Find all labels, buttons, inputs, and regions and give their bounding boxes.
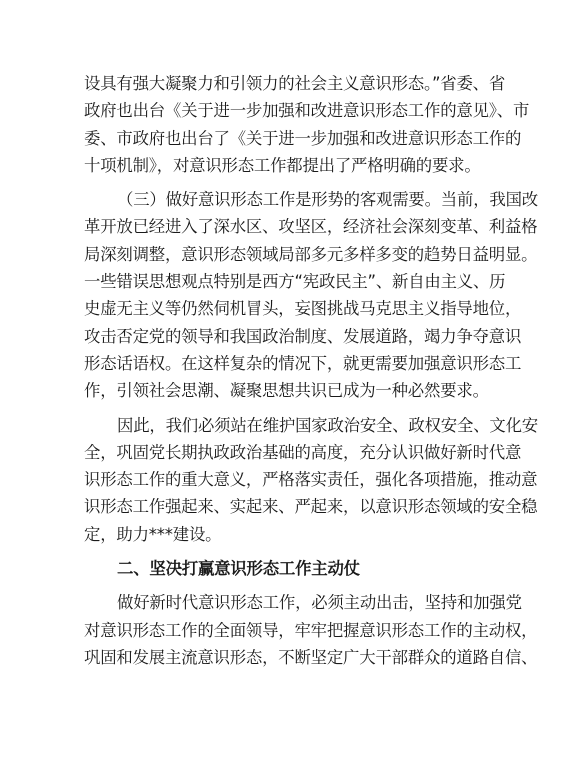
text-line: 对意识形态工作的全面领导，牢牢把握意识形态工作的主动权， bbox=[84, 620, 538, 640]
document-body bbox=[84, 70, 538, 671]
text-line: 设具有强大凝聚力和引领力的社会主义意识形态。”省委、省 bbox=[84, 74, 506, 93]
section-heading: 二、坚决打赢意识形态工作主动仗 bbox=[117, 559, 360, 579]
text-line: 局深刻调整，意识形态领域局部多元多样多变的趋势日益明显。 bbox=[84, 244, 538, 264]
text-line: 作，引领社会思潮、凝聚思想共识已成为一种必然要求。 bbox=[84, 381, 489, 401]
text-line: 识形态工作强起来、实起来、严起来，以意识形态领域的安全稳 bbox=[84, 497, 538, 517]
text-line: 识形态工作的重大意义，严格落实责任，强化各项措施，推动意 bbox=[84, 470, 538, 490]
text-line: 史虚无主义等仍然伺机冒头，妄图挑战马克思主义指导地位， bbox=[84, 299, 522, 319]
paragraph-start-line: 因此，我们必须站在维护国家政治安全、政权安全、文化安 bbox=[117, 415, 538, 435]
text-line: 定，助力***建设。 bbox=[84, 524, 222, 544]
text-line: 全，巩固党长期执政政治基础的高度，充分认识做好新时代意 bbox=[84, 442, 522, 462]
section-heading-line: （三）做好意识形态工作是形势的客观需要。当前，我国改 bbox=[117, 190, 538, 210]
text-line: 巩固和发展主流意识形态，不断坚定广大干部群众的道路自信、 bbox=[84, 647, 538, 667]
text-line: 委、市政府也出台了《关于进一步加强和改进意识形态工作的 bbox=[84, 128, 522, 148]
text-line: 政府也出台《关于进一步加强和改进意识形态工作的意见》、市 bbox=[84, 101, 530, 121]
text-line: 革开放已经进入了深水区、攻坚区，经济社会深刻变革、利益格 bbox=[84, 217, 538, 237]
text-line: 十项机制》，对意识形态工作都提出了严格明确的要求。 bbox=[84, 155, 481, 175]
paragraph-start-line: 做好新时代意识形态工作，必须主动出击，坚持和加强党 bbox=[117, 593, 522, 613]
text-line: 形态话语权。在这样复杂的情况下，就更需要加强意识形态工 bbox=[84, 353, 522, 373]
text-line: 攻击否定党的领导和我国政治制度、发展道路，竭力争夺意识 bbox=[84, 326, 522, 346]
text-line: 一些错误思想观点特别是西方“宪政民主”、新自由主义、历 bbox=[84, 272, 506, 292]
